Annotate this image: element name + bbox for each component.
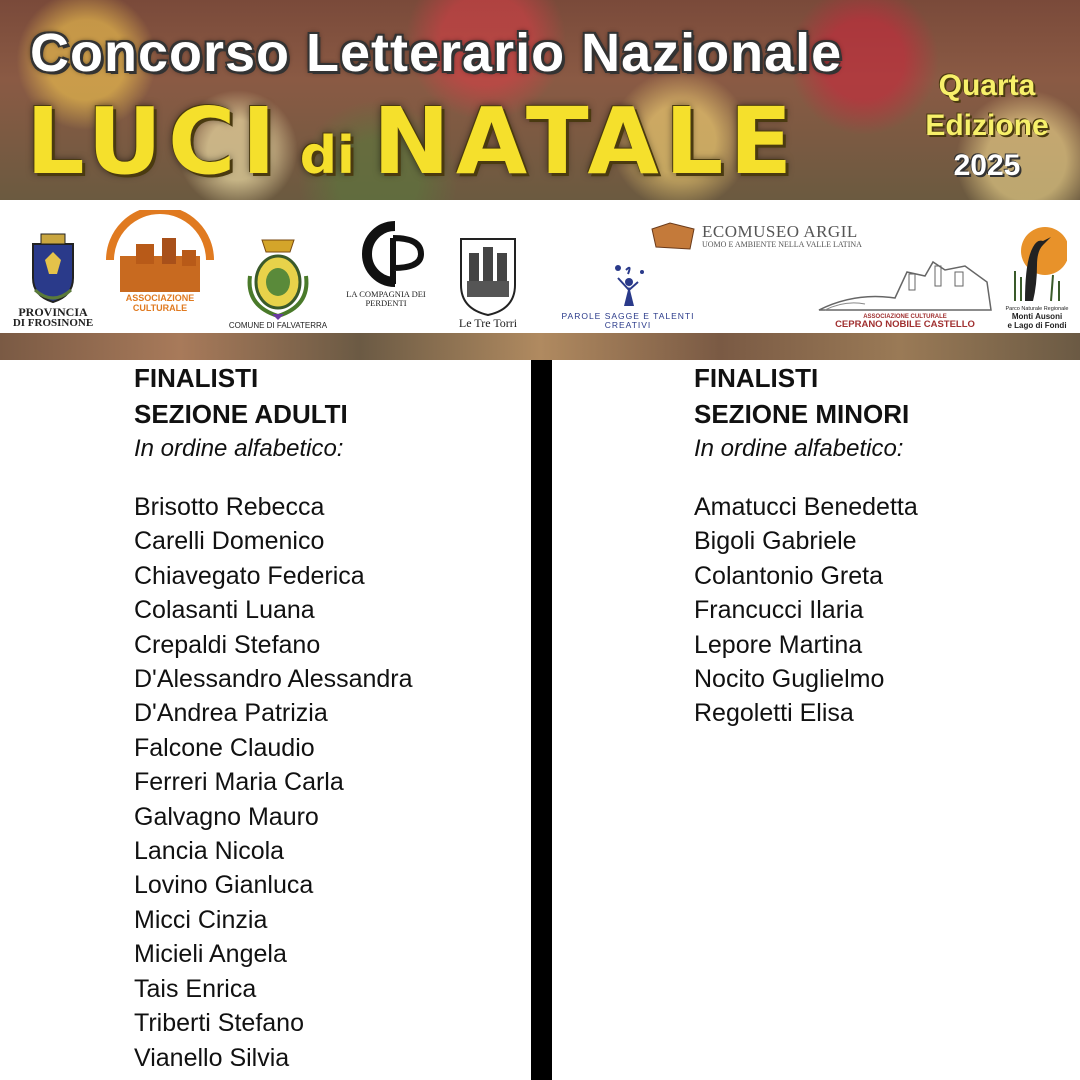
header-banner [0,0,1080,200]
edition-line-2: Edizione [925,109,1049,142]
comune-crest-icon [240,236,316,322]
logo-provincia-frosinone [8,220,98,330]
contest-name [26,88,799,195]
adulti-names-list [134,490,413,1075]
list-item: D'Andrea Patrizia [134,699,328,728]
list-item: Galvagno Mauro [134,802,319,831]
contest-name-di: di [299,126,355,186]
farrateria-sub-label: ASSOCIAZIONE CULTURALE [125,293,195,313]
list-item: Lovino Gianluca [134,871,314,900]
parco-heron-icon [1007,221,1067,307]
parco-line-2: Monti Ausoni [1011,312,1063,322]
minori-subheading: In ordine alfabetico: [694,435,904,462]
list-item: Vianello Silvia [134,1043,290,1072]
edition-badge [912,66,1062,186]
ceprano-assoc-label: ASSOCIAZIONE CULTURALE [863,313,947,320]
contest-name-natale: NATALE [372,88,799,195]
column-divider [531,360,552,1080]
list-item: Colasanti Luana [134,596,315,625]
minori-section [694,360,918,731]
list-item: Micci Cinzia [134,905,268,934]
parole-figure-icon [598,260,658,312]
parco-line-1: Parco Naturale Regionale [1005,306,1069,313]
logo-farrateria [104,208,216,313]
list-item: Crepaldi Stefano [134,630,321,659]
logo-parco-monti-ausoni [1004,206,1070,330]
ceprano-label: CEPRANO NOBILE CASTELLO [835,319,975,331]
decorative-strip [0,333,1080,360]
ecomuseo-map-icon [650,219,696,253]
adulti-section [134,360,413,1075]
list-item: Lancia Nicola [134,837,285,866]
adulti-subheading: In ordine alfabetico: [134,435,344,462]
sponsor-logos [0,200,1080,333]
list-item: Bigoli Gabriele [694,527,857,556]
logo-compagnia-perdenti [332,214,440,308]
compagnia-cp-icon [341,218,431,290]
list-item: Regoletti Elisa [694,699,854,728]
logo-ceprano [812,240,998,330]
minori-heading-2: SEZIONE MINORI [694,399,910,429]
contest-name-luci: LUCI [26,88,282,195]
minori-heading-1: FINALISTI [694,363,819,393]
comune-label: COMUNE DI FALVATERRA [228,320,328,330]
list-item: Triberti Stefano [134,1009,304,1038]
minori-names-list [694,490,918,731]
parole-label: PAROLE SAGGE E TALENTI CREATIVI [561,311,695,331]
provincia-sub-label: DI FROSINONE [12,317,94,330]
list-item: Francucci Ilaria [694,596,864,625]
provincia-label: PROVINCIA [18,304,88,319]
provincia-crest-icon [23,230,83,306]
list-item: Nocito Guglielmo [694,665,885,694]
adulti-heading-1: FINALISTI [134,363,259,393]
list-item: Lepore Martina [694,630,863,659]
contest-title: Concorso Letterario Nazionale [30,23,843,83]
adulti-heading-2: SEZIONE ADULTI [134,399,348,429]
ecomuseo-sub-label: UOMO E AMBIENTE NELLA VALLE LATINA [702,239,862,249]
tre-torri-tower-icon [455,235,521,317]
logo-comune-falvaterra [228,224,328,330]
tre-torri-label: Le Tre Torri [458,316,518,331]
list-item: Brisotto Rebecca [134,493,325,521]
list-item: D'Alessandro Alessandra [134,665,413,694]
list-item: Carelli Domenico [134,527,325,556]
list-item: Micieli Angela [134,940,287,969]
list-item: Amatucci Benedetta [694,493,918,521]
ceprano-town-icon [815,252,995,314]
edition-line-1: Quarta [938,69,1036,102]
logo-parole-sagge [540,250,716,330]
list-item: Falcone Claudio [134,733,315,762]
ecomuseo-label: ECOMUSEO ARGIL [702,221,858,241]
farrateria-village-icon [106,210,214,294]
parco-line-3: e Lago di Fondi [1007,320,1067,330]
list-item: Ferreri Maria Carla [134,768,344,797]
logo-tre-torri [446,226,530,330]
edition-year: 2025 [953,149,1021,182]
list-item: Tais Enrica [134,974,257,1003]
compagnia-label: LA COMPAGNIA DEI PERDENTI [346,289,426,309]
list-item: Colantonio Greta [694,561,884,590]
list-item: Chiavegato Federica [134,561,365,590]
